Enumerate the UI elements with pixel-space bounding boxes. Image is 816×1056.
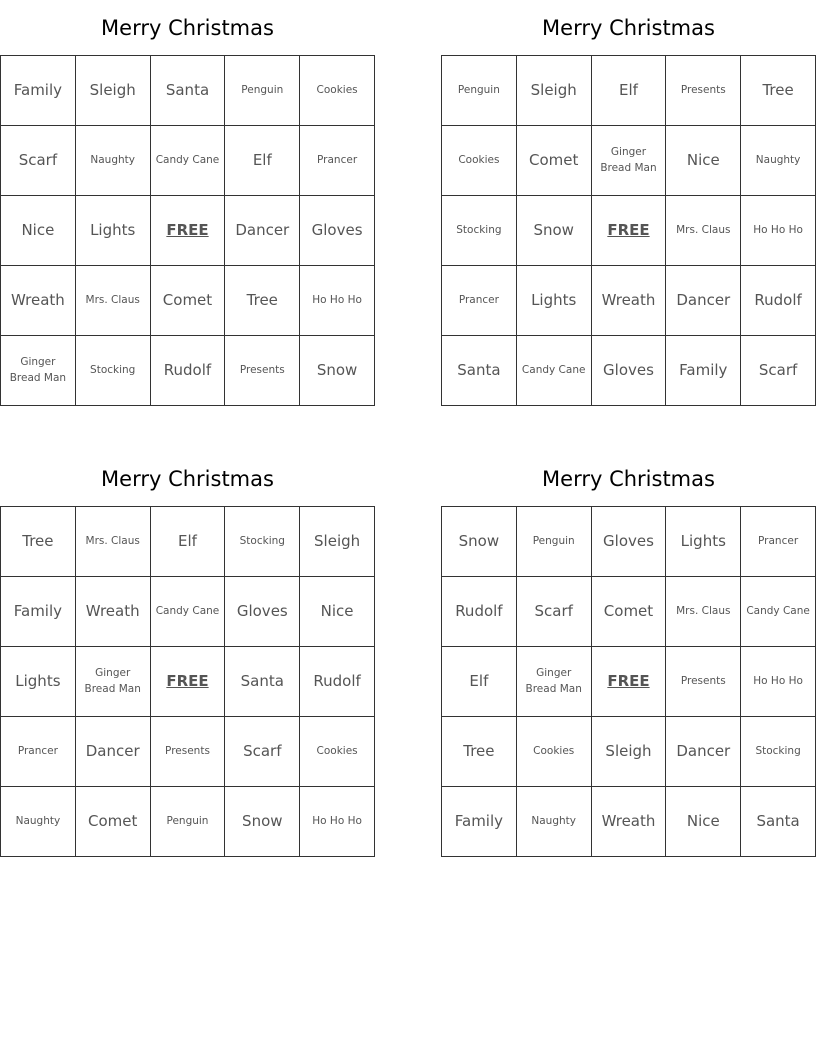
bingo-cell: Nice [300,577,375,647]
bingo-cell: Prancer [300,126,375,196]
bingo-cell: Lights [517,266,592,336]
bingo-cell: Presents [666,56,741,126]
bingo-cell: Ginger Bread Man [1,336,76,406]
bingo-cell: Naughty [517,787,592,857]
bingo-grid [441,55,816,406]
bingo-cell: Ginger Bread Man [76,647,151,717]
bingo-cell: Wreath [76,577,151,647]
bingo-cell: Penguin [151,787,226,857]
bingo-cell: Gloves [592,507,667,577]
bingo-cell: Elf [442,647,517,717]
bingo-cell: Dancer [76,717,151,787]
bingo-card-2 [441,12,816,379]
bingo-cell: Comet [151,266,226,336]
bingo-cell: Naughty [741,126,816,196]
bingo-cell: Santa [225,647,300,717]
bingo-cell: Stocking [442,196,517,266]
bingo-cell: Gloves [592,336,667,406]
bingo-cell: Family [442,787,517,857]
bingo-cell: Candy Cane [151,126,226,196]
free-space-cell: FREE [151,196,226,266]
bingo-cell: Prancer [1,717,76,787]
bingo-cell: Gloves [300,196,375,266]
bingo-cell: Cookies [300,56,375,126]
card-title: Merry Christmas [542,467,715,491]
bingo-cell: Lights [666,507,741,577]
bingo-cell: Comet [76,787,151,857]
bingo-cell: Dancer [225,196,300,266]
bingo-cell: Sleigh [76,56,151,126]
bingo-cell: Presents [225,336,300,406]
bingo-cell: Scarf [1,126,76,196]
bingo-cell: Rudolf [741,266,816,336]
bingo-cell: Candy Cane [741,577,816,647]
bingo-cell: Snow [225,787,300,857]
bingo-cell: Stocking [225,507,300,577]
bingo-cell: Scarf [517,577,592,647]
bingo-cell: Prancer [741,507,816,577]
bingo-cell: Family [1,577,76,647]
bingo-cell: Wreath [592,787,667,857]
bingo-card-3 [0,463,375,830]
card-title: Merry Christmas [542,16,715,40]
bingo-cell: Ho Ho Ho [300,787,375,857]
bingo-cell: Naughty [76,126,151,196]
bingo-cell: Cookies [300,717,375,787]
bingo-cell: Penguin [442,56,517,126]
bingo-cell: Stocking [76,336,151,406]
bingo-cell: Ho Ho Ho [300,266,375,336]
bingo-cell: Rudolf [442,577,517,647]
bingo-grid [0,506,375,857]
bingo-grid [0,55,375,406]
bingo-cell: Elf [151,507,226,577]
bingo-card-4 [441,463,816,830]
bingo-cell: Stocking [741,717,816,787]
bingo-cell: Sleigh [517,56,592,126]
bingo-cell: Elf [225,126,300,196]
bingo-cell: Sleigh [592,717,667,787]
free-space-cell: FREE [592,196,667,266]
bingo-cell: Sleigh [300,507,375,577]
bingo-cell: Santa [442,336,517,406]
bingo-cell: Comet [592,577,667,647]
bingo-cell: Mrs. Claus [76,266,151,336]
card-title: Merry Christmas [101,467,274,491]
bingo-cell: Ho Ho Ho [741,196,816,266]
bingo-cell: Tree [1,507,76,577]
bingo-cell: Wreath [1,266,76,336]
bingo-cell: Tree [442,717,517,787]
bingo-cell: Mrs. Claus [76,507,151,577]
bingo-cell: Santa [741,787,816,857]
free-space-cell: FREE [151,647,226,717]
bingo-cell: Tree [225,266,300,336]
bingo-cell: Ginger Bread Man [592,126,667,196]
bingo-cell: Candy Cane [517,336,592,406]
bingo-cell: Snow [442,507,517,577]
bingo-cell: Cookies [442,126,517,196]
bingo-cell: Ho Ho Ho [741,647,816,717]
card-title: Merry Christmas [101,16,274,40]
bingo-cell: Penguin [517,507,592,577]
bingo-cell: Nice [666,787,741,857]
bingo-cell: Nice [666,126,741,196]
bingo-cell: Prancer [442,266,517,336]
bingo-cell: Rudolf [151,336,226,406]
bingo-cell: Family [666,336,741,406]
bingo-cell: Tree [741,56,816,126]
bingo-cell: Cookies [517,717,592,787]
bingo-cell: Nice [1,196,76,266]
bingo-cell: Wreath [592,266,667,336]
bingo-cell: Snow [517,196,592,266]
bingo-grid [441,506,816,857]
bingo-cell: Presents [666,647,741,717]
bingo-card-1 [0,12,375,384]
bingo-cell: Scarf [741,336,816,406]
bingo-cell: Ginger Bread Man [517,647,592,717]
bingo-cell: Gloves [225,577,300,647]
bingo-cell: Snow [300,336,375,406]
bingo-cell: Candy Cane [151,577,226,647]
bingo-cell: Family [1,56,76,126]
bingo-cell: Penguin [225,56,300,126]
bingo-cell: Santa [151,56,226,126]
bingo-cell: Scarf [225,717,300,787]
bingo-cell: Naughty [1,787,76,857]
bingo-cell: Dancer [666,717,741,787]
bingo-cell: Mrs. Claus [666,577,741,647]
bingo-cell: Dancer [666,266,741,336]
bingo-cell: Elf [592,56,667,126]
bingo-cell: Presents [151,717,226,787]
bingo-cell: Rudolf [300,647,375,717]
bingo-cell: Comet [517,126,592,196]
free-space-cell: FREE [592,647,667,717]
bingo-cell: Mrs. Claus [666,196,741,266]
bingo-cell: Lights [1,647,76,717]
bingo-cell: Lights [76,196,151,266]
